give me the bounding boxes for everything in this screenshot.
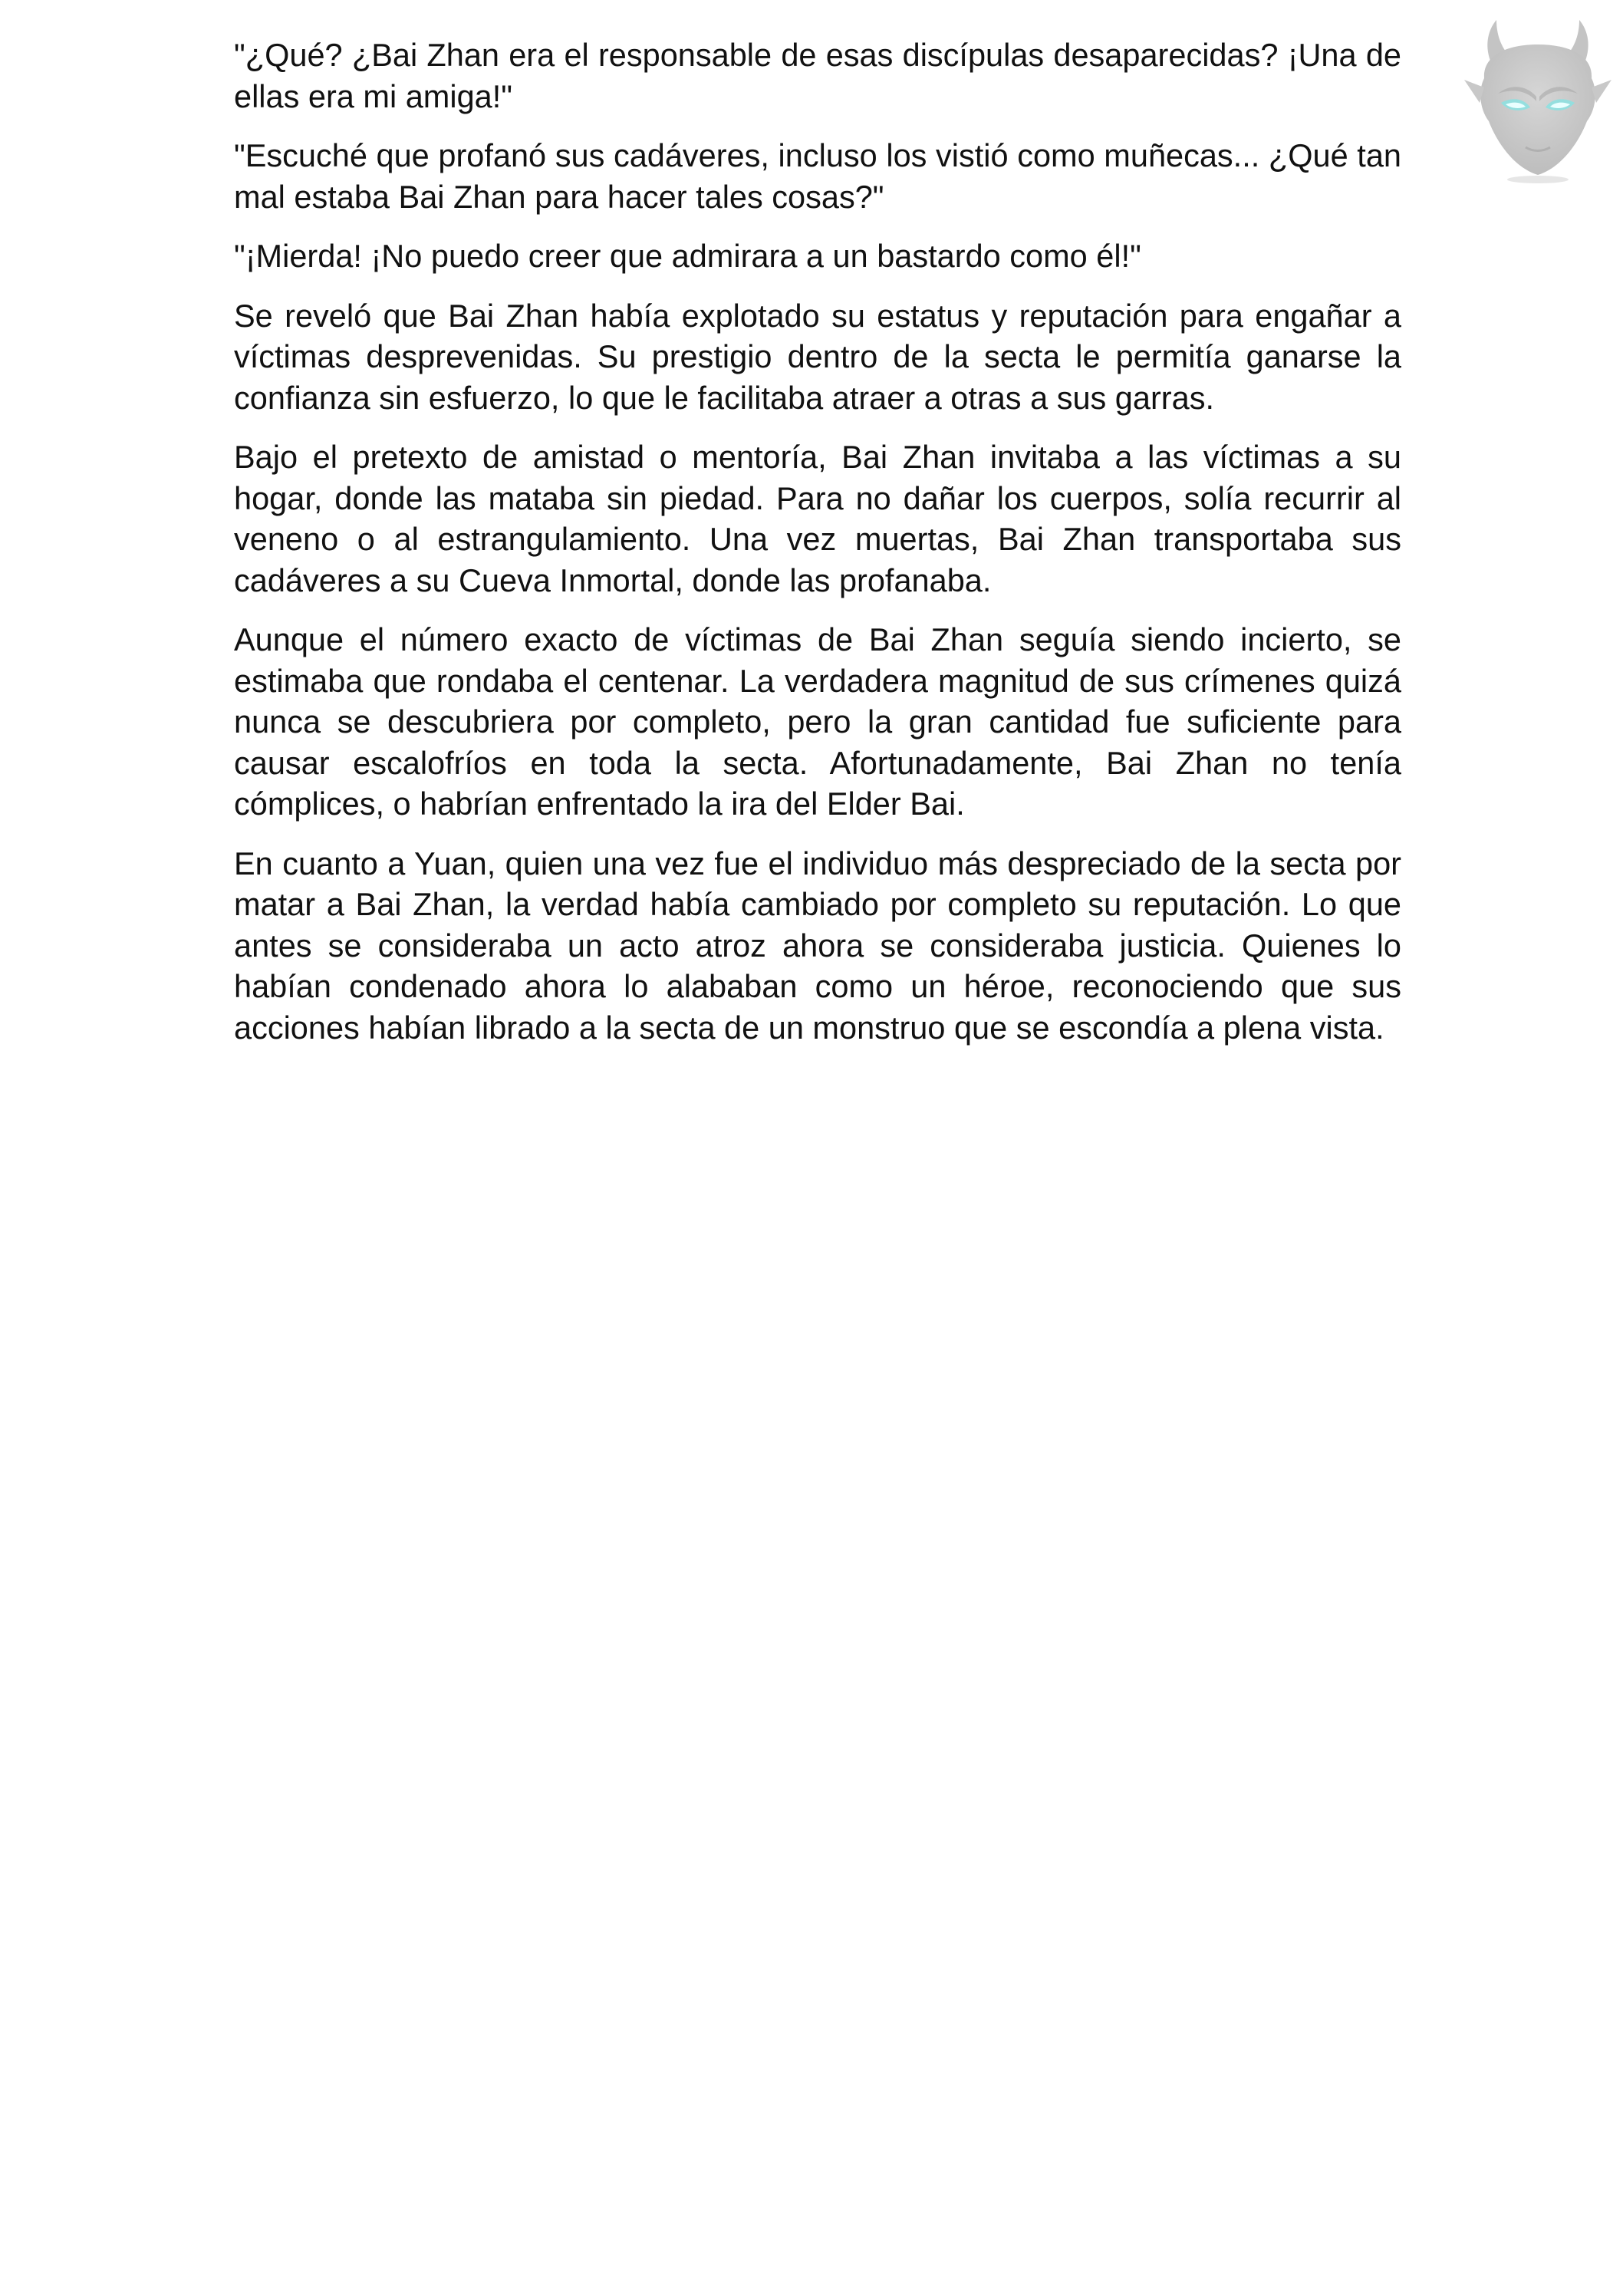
demon-head-logo-icon (1461, 17, 1615, 186)
paragraph-2: "Escuché que profanó sus cadáveres, incluso los vistió como muñecas... ¿Qué tan mal estaba Bai Zhan para hacer tales cosas?" (234, 137, 1401, 215)
paragraph-3: "¡Mierda! ¡No puedo creer que admirara a un bastardo como él!" (234, 238, 1141, 274)
paragraph-7: En cuanto a Yuan, quien una vez fue el individuo más despreciado de la secta por matar a Bai Zhan, la verdad había cambiado por completo su reputación. Lo que antes se consideraba un acto atroz ahora se consideraba justicia. Quienes lo habían condenado ahora lo alababan como un héroe, reconociendo que sus acciones habían librado a la secta de un monstruo que se escondía a plena vista. (234, 845, 1401, 1046)
document-body (234, 35, 1401, 1066)
paragraph-6: Aunque el número exacto de víctimas de Bai Zhan seguía siendo incierto, se estimaba que rondaba el centenar. La verdadera magnitud de sus crímenes quizá nunca se descubriera por completo, pero la gran cantidad fue suficiente para causar escalofríos en toda la secta. Afortunadamente, Bai Zhan no tenía cómplices, o habrían enfrentado la ira del Elder Bai. (234, 621, 1401, 822)
paragraph-1: "¿Qué? ¿Bai Zhan era el responsable de esas discípulas desaparecidas? ¡Una de ellas era mi amiga!" (234, 37, 1401, 114)
paragraph-4: Se reveló que Bai Zhan había explotado su estatus y reputación para engañar a víctimas desprevenidas. Su prestigio dentro de la secta le permitía ganarse la confianza sin esfuerzo, lo que le facilitaba atraer a otras a sus garras. (234, 297, 1401, 416)
paragraph-5: Bajo el pretexto de amistad o mentoría, Bai Zhan invitaba a las víctimas a su hogar, donde las mataba sin piedad. Para no dañar los cuerpos, solía recurrir al veneno o al estrangulamiento. Una vez muertas, Bai Zhan transportaba sus cadáveres a su Cueva Inmortal, donde las profanaba. (234, 439, 1401, 598)
